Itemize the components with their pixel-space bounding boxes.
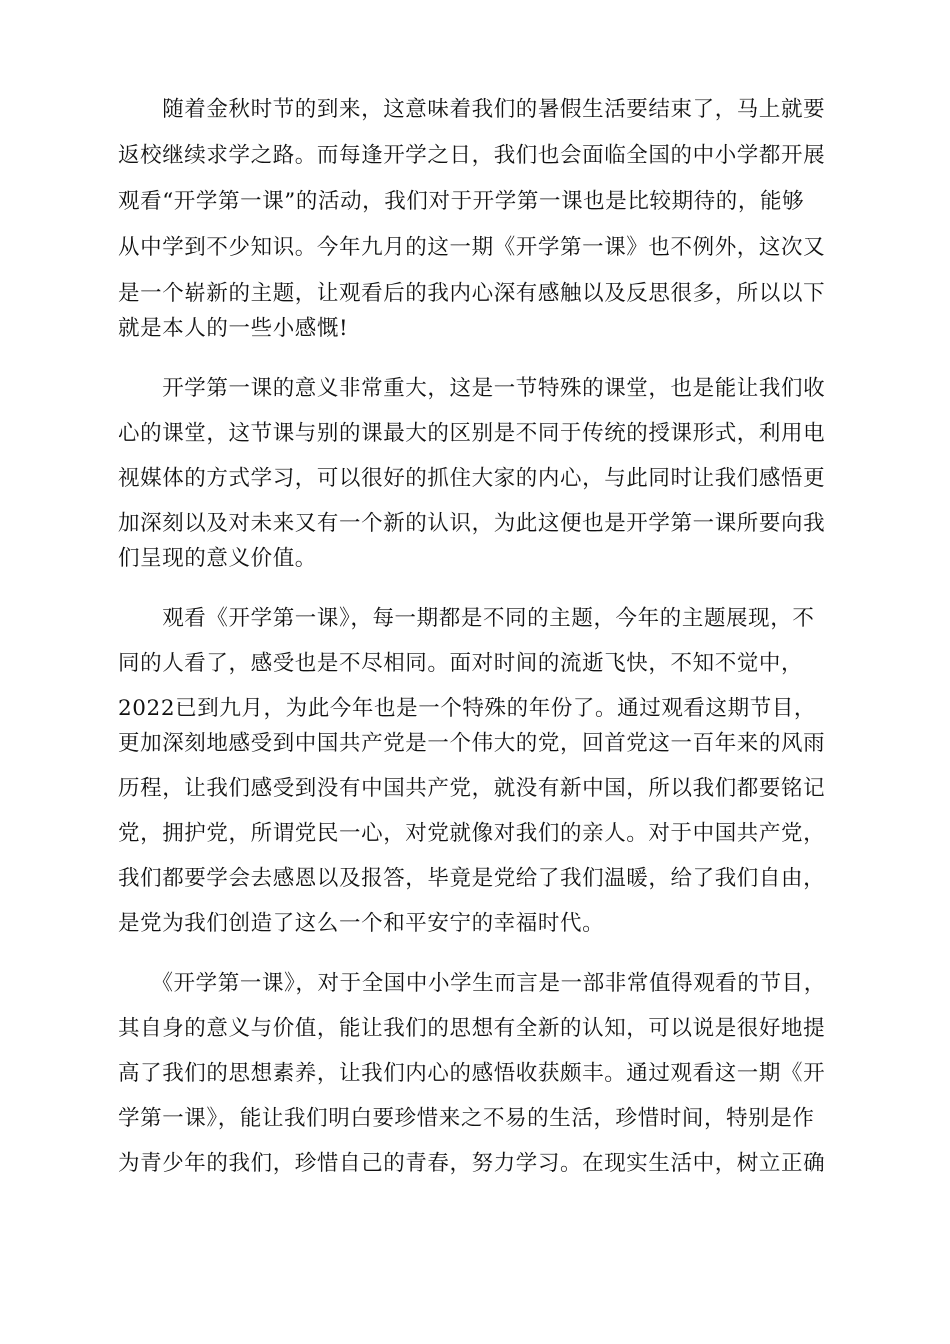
text-line: 心的课堂，这节课与别的课最大的区别是不同于传统的授课形式，利用电 [118, 421, 826, 446]
text-line: 就是本人的一些小感慨! [118, 316, 349, 341]
text-line: 为青少年的我们，珍惜自己的青春，努力学习。在现实生活中，树立正确 [118, 1151, 826, 1176]
text-line: 是党为我们创造了这么一个和平安宁的幸福时代。 [118, 911, 605, 936]
text-line: 2022已到九月，为此今年也是一个特殊的年份了。通过观看这期节目， [118, 696, 817, 721]
text-line: 同的人看了，感受也是不尽相同。面对时间的流逝飞快，不知不觉中， [118, 651, 804, 676]
text-line: 是一个崭新的主题，让观看后的我内心深有感触以及反思很多，所以以下 [118, 281, 826, 306]
text-line: 历程，让我们感受到没有中国共产党，就没有新中国，所以我们都要铭记 [118, 776, 826, 801]
text-line: 加深刻以及对未来又有一个新的认识，为此这便也是开学第一课所要向我 [118, 511, 826, 536]
text-line: 随着金秋时节的到来，这意味着我们的暑假生活要结束了，马上就要 [118, 97, 826, 122]
text-line: 高了我们的思想素养，让我们内心的感悟收获颇丰。通过观看这一期《开 [118, 1061, 826, 1086]
text-line: 视媒体的方式学习，可以很好的抓住大家的内心，与此同时让我们感悟更 [118, 466, 826, 491]
text-line: 观看《开学第一课》，每一期都是不同的主题，今年的主题展现，不 [118, 606, 815, 631]
text-line: 学第一课》，能让我们明白要珍惜来之不易的生活，珍惜时间，特别是作 [118, 1106, 815, 1131]
text-line: 开学第一课的意义非常重大，这是一节特殊的课堂，也是能让我们收 [118, 376, 826, 401]
text-line: 我们都要学会去感恩以及报答，毕竟是党给了我们温暖，给了我们自由， [118, 866, 826, 891]
text-line: 观看“开学第一课”的活动，我们对于开学第一课也是比较期待的，能够 [118, 189, 805, 214]
text-line: 更加深刻地感受到中国共产党是一个伟大的党，回首党这一百年来的风雨 [118, 731, 826, 756]
text-line: 党，拥护党，所谓党民一心，对党就像对我们的亲人。对于中国共产党， [118, 821, 826, 846]
text-line: 《开学第一课》，对于全国中小学生而言是一部非常值得观看的节目， [118, 971, 826, 996]
text-line: 从中学到不少知识。今年九月的这一期《开学第一课》也不例外，这次又 [118, 235, 826, 260]
text-line: 们呈现的意义价值。 [118, 546, 317, 571]
text-line: 返校继续求学之路。而每逢开学之日，我们也会面临全国的中小学都开展 [118, 143, 826, 168]
text-line: 其自身的意义与价值，能让我们的思想有全新的认知，可以说是很好地提 [118, 1016, 826, 1041]
